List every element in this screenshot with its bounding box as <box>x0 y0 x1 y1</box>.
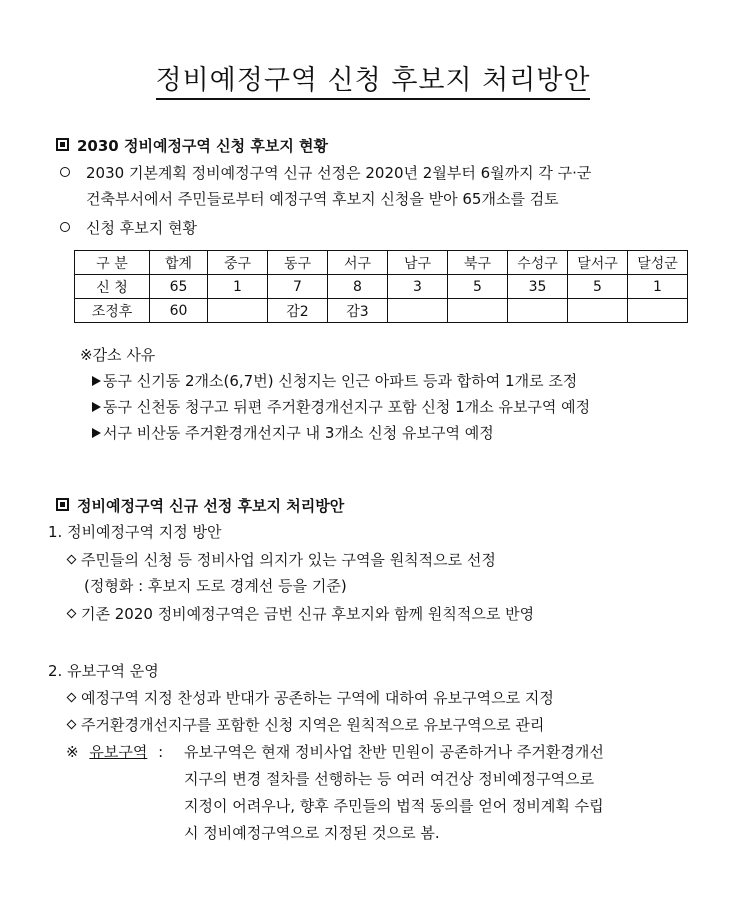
table-cell: 65 <box>150 275 208 299</box>
document-title-text: 정비예정구역 신청 후보지 처리방안 <box>156 65 591 100</box>
table-cell <box>508 299 568 323</box>
reduction-note-title: ※감소 사유 <box>80 346 156 364</box>
subsection1-item1-text: 주민들의 신청 등 정비사업 의지가 있는 구역을 원칙적으로 선정 <box>81 551 496 569</box>
reserve-area-note-line: 유보구역은 현재 정비사업 찬반 민원이 공존하거나 주거환경개선 <box>184 743 604 761</box>
table-cell: 신 청 <box>75 275 150 299</box>
table-header-cell: 중구 <box>208 251 268 275</box>
subsection1-item2-text: 기존 2020 정비예정구역은 금번 신규 후보지와 함께 원칙적으로 반영 <box>81 605 535 623</box>
subsection2-item1 <box>68 688 554 708</box>
subsection1-item1-note: (정형화 : 후보지 도로 경계선 등을 기준) <box>84 577 347 595</box>
section2-heading-text: 정비예정구역 신규 선정 후보지 처리방안 <box>77 497 345 515</box>
reduction-reason <box>92 397 590 417</box>
table-cell: 35 <box>508 275 568 299</box>
reduction-reason <box>92 371 577 391</box>
candidate-table <box>74 250 688 323</box>
subsection1-item2 <box>68 604 534 624</box>
table-cell: 3 <box>388 275 448 299</box>
table-header-row <box>75 251 688 275</box>
section1-item1 <box>60 163 591 183</box>
table-row <box>75 275 688 299</box>
table-header-cell: 구 분 <box>75 251 150 275</box>
reserve-area-note-label <box>66 742 163 762</box>
note-mark: ※ <box>66 743 79 761</box>
section1-item2 <box>60 218 197 238</box>
reserve-area-note-line: 시 정비예정구역으로 지정된 것으로 봄. <box>184 824 440 842</box>
table-row <box>75 299 688 323</box>
note-colon: : <box>158 743 164 761</box>
section2-heading <box>56 496 344 516</box>
subsection2-item2 <box>68 715 544 735</box>
reduction-reason-text: 동구 신천동 청구고 뒤편 주거환경개선지구 포함 신청 1개소 유보구역 예정 <box>103 398 591 416</box>
circle-bullet-icon <box>60 222 70 232</box>
section1-heading <box>56 136 328 156</box>
table-cell: 조정후 <box>75 299 150 323</box>
subsection1-item1 <box>68 550 496 570</box>
section1-item2-text: 신청 후보지 현황 <box>86 219 197 237</box>
table-cell: 60 <box>150 299 208 323</box>
triangle-bullet-icon <box>92 428 101 438</box>
diamond-bullet-icon <box>67 555 77 565</box>
reserve-area-term: 유보구역 <box>89 743 148 761</box>
reduction-reason <box>92 423 494 443</box>
table-header-cell: 남구 <box>388 251 448 275</box>
table-cell: 1 <box>208 275 268 299</box>
reserve-area-note-line: 지정이 어려우나, 향후 주민들의 법적 동의를 얻어 정비계획 수립 <box>184 797 604 815</box>
table-header-cell: 합계 <box>150 251 208 275</box>
triangle-bullet-icon <box>92 402 101 412</box>
diamond-bullet-icon <box>67 693 77 703</box>
section1-item1-line2: 건축부서에서 주민들로부터 예정구역 후보지 신청을 받아 65개소를 검토 <box>86 190 559 208</box>
section1-item1-line1: 2030 기본계획 정비예정구역 신규 선정은 2020년 2월부터 6월까지 각 구·군 <box>86 164 592 182</box>
table-cell: 5 <box>448 275 508 299</box>
table-cell <box>388 299 448 323</box>
circle-bullet-icon <box>60 167 70 177</box>
table-cell: 감2 <box>268 299 328 323</box>
table-header-cell: 달성군 <box>628 251 688 275</box>
triangle-bullet-icon <box>92 376 101 386</box>
table-cell <box>568 299 628 323</box>
table-cell <box>628 299 688 323</box>
diamond-bullet-icon <box>67 609 77 619</box>
filled-square-bullet-icon <box>56 498 69 511</box>
section1-heading-text: 2030 정비예정구역 신청 후보지 현황 <box>77 137 329 155</box>
diamond-bullet-icon <box>67 720 77 730</box>
table-header-cell: 수성구 <box>508 251 568 275</box>
table-header-cell: 동구 <box>268 251 328 275</box>
document-title <box>0 58 746 97</box>
table-cell: 5 <box>568 275 628 299</box>
table-header-cell: 서구 <box>328 251 388 275</box>
filled-square-bullet-icon <box>56 138 69 151</box>
table-cell: 1 <box>628 275 688 299</box>
table-header-cell: 달서구 <box>568 251 628 275</box>
table-cell: 8 <box>328 275 388 299</box>
subsection1-title: 1. 정비예정구역 지정 방안 <box>48 523 222 541</box>
table-cell <box>208 299 268 323</box>
reduction-reason-text: 서구 비산동 주거환경개선지구 내 3개소 신청 유보구역 예정 <box>103 424 494 442</box>
reduction-reason-text: 동구 신기동 2개소(6,7번) 신청지는 인근 아파트 등과 합하여 1개로 조정 <box>103 372 578 390</box>
table-header-cell: 북구 <box>448 251 508 275</box>
subsection2-item1-text: 예정구역 지정 찬성과 반대가 공존하는 구역에 대하여 유보구역으로 지정 <box>81 689 554 707</box>
table-cell: 감3 <box>328 299 388 323</box>
table-cell: 7 <box>268 275 328 299</box>
reserve-area-note-line: 지구의 변경 절차를 선행하는 등 여러 여건상 정비예정구역으로 <box>184 770 595 788</box>
subsection2-item2-text: 주거환경개선지구를 포함한 신청 지역은 원칙적으로 유보구역으로 관리 <box>81 716 545 734</box>
subsection2-title: 2. 유보구역 운영 <box>48 662 159 680</box>
table-cell <box>448 299 508 323</box>
